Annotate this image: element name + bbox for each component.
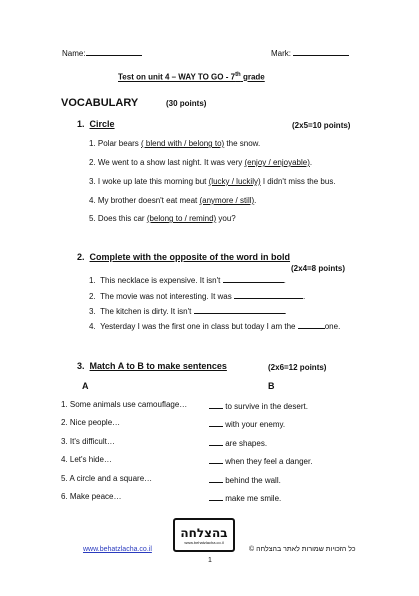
item-number: 3. [89, 307, 96, 316]
match-right [209, 400, 308, 411]
item-text: This necklace is expensive. It isn't [100, 276, 221, 285]
item-number: 2. [89, 292, 96, 301]
test-title: Test on unit 4 – WAY TO GO - 7th grade [118, 72, 265, 82]
section1-heading: 1. Circle [77, 119, 115, 129]
column-b-label: B [268, 381, 275, 391]
match-text: with your enemy. [225, 420, 286, 429]
item-text: The kitchen is dirty. It isn't [100, 307, 192, 316]
item-text-end: . [284, 307, 287, 316]
circle-item [89, 214, 236, 223]
section2-points: (2x4=8 points) [291, 264, 346, 273]
name-blank[interactable] [86, 47, 142, 56]
item-text-end: I didn't miss the bus. [260, 177, 336, 186]
match-left: 2. Nice people… [61, 418, 121, 427]
answer-blank[interactable] [194, 305, 285, 314]
vocab-points: (30 points) [166, 99, 207, 108]
match-left: 5. A circle and a square… [61, 474, 153, 483]
opposite-item [89, 320, 340, 331]
match-left: 6. Make peace… [61, 492, 122, 501]
choice-options[interactable]: (lucky / luckily) [208, 177, 261, 186]
circle-item [89, 158, 312, 167]
opposite-item [89, 290, 305, 301]
site-link[interactable]: www.behatzlacha.co.il [83, 546, 152, 553]
match-blank[interactable] [209, 474, 223, 483]
section2-heading: 2. Complete with the opposite of the word in bold [77, 252, 291, 262]
match-text: are shapes. [225, 439, 268, 448]
copyright-text: כל הזכויות שמורות לאתר בהצלחה © [249, 546, 356, 553]
item-number: 4. [89, 322, 96, 331]
name-field[interactable] [62, 47, 142, 58]
match-right [209, 492, 281, 503]
answer-blank[interactable] [298, 320, 325, 329]
item-text: 5. Does this car [89, 214, 147, 223]
match-right [209, 437, 267, 448]
vocab-heading: VOCABULARY [61, 97, 139, 109]
match-text: make me smile. [225, 494, 282, 503]
match-text: behind the wall. [225, 476, 281, 485]
item-text-end: . [254, 196, 257, 205]
match-text: when they feel a danger. [225, 457, 313, 466]
match-blank[interactable] [209, 418, 223, 427]
opposite-item [89, 305, 287, 316]
item-text: 2. We went to a show last night. It was very [89, 158, 245, 167]
item-text: Yesterday I was the first one in class but today I am the [100, 322, 296, 331]
circle-item [89, 196, 256, 205]
answer-blank[interactable] [234, 290, 306, 301]
item-text-end: . [309, 158, 313, 167]
section1-points: (2x5=10 points) [292, 121, 351, 130]
choice-options[interactable]: (belong to / remind) [146, 214, 217, 223]
mark-blank[interactable] [293, 47, 349, 56]
choice-options[interactable]: ( blend with / belong to) [141, 139, 225, 148]
match-blank[interactable] [209, 455, 223, 464]
item-text: The movie was not interesting. It was [100, 292, 232, 301]
item-text: 1. Polar bears [89, 139, 142, 148]
circle-item [89, 139, 260, 148]
opposite-item [89, 274, 286, 285]
item-text-end: one. [324, 322, 341, 331]
match-right [209, 418, 285, 429]
item-text-end: you? [216, 214, 236, 223]
item-text-end: . [302, 292, 306, 301]
section3-heading: 3. Match A to B to make sentences [77, 361, 227, 371]
match-blank[interactable] [209, 492, 223, 501]
match-left: 4. Let's hide… [61, 455, 112, 464]
answer-blank[interactable] [223, 274, 284, 283]
mark-field[interactable] [271, 47, 349, 58]
circle-item [89, 177, 336, 186]
behatzlacha-logo: בהצלחה www.behatzlacha.co.il [173, 518, 235, 552]
page-number: 1 [208, 557, 212, 564]
item-text: 4. My brother doesn't eat meat [89, 196, 200, 205]
match-blank[interactable] [209, 400, 223, 409]
name-label: Name: [62, 49, 86, 58]
match-right [209, 455, 312, 466]
mark-label: Mark: [271, 49, 291, 58]
match-blank[interactable] [209, 437, 223, 446]
item-text-end: the snow. [224, 139, 261, 148]
section3-points: (2x6=12 points) [268, 363, 327, 372]
column-a-label: A [82, 381, 89, 391]
match-text: to survive in the desert. [225, 402, 308, 411]
match-right [209, 474, 281, 485]
choice-options[interactable]: (enjoy / enjoyable) [244, 158, 310, 167]
match-left: 1. Some animals use camouflage… [61, 400, 188, 409]
choice-options[interactable]: (anymore / still) [199, 196, 255, 205]
item-text: 3. I woke up late this morning but [89, 177, 209, 186]
item-number: 1. [89, 276, 96, 285]
match-left: 3. It's difficult… [61, 437, 115, 446]
item-text-end: . [283, 276, 286, 285]
